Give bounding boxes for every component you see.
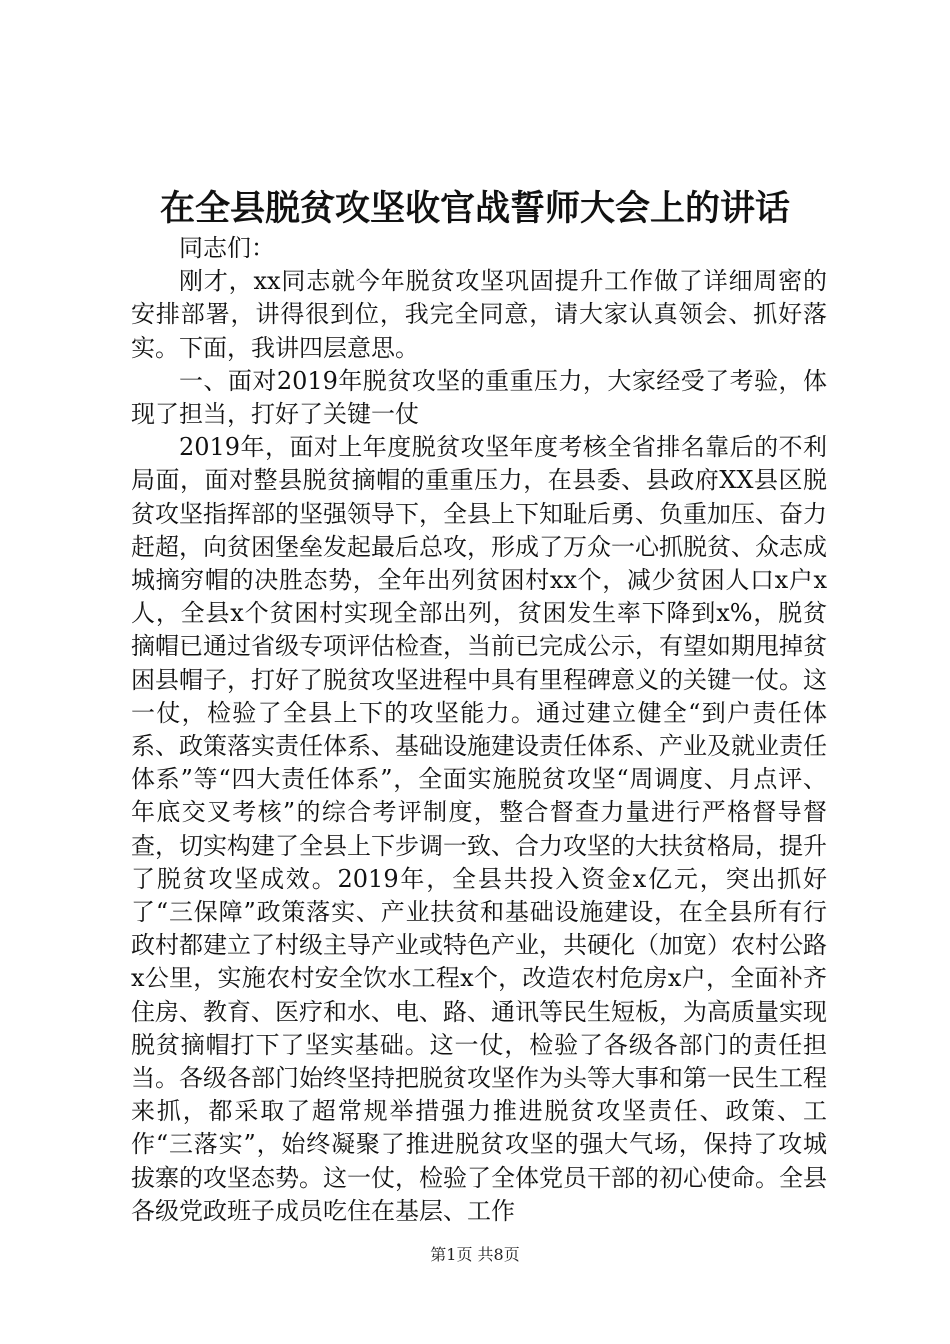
document-title: 在全县脱贫攻坚收官战誓师大会上的讲话 — [159, 188, 790, 229]
section-heading-paragraph: 一、面对2019年脱贫攻坚的重重压力，大家经受了考验，体现了担当，打好了关键一仗 — [131, 366, 827, 429]
intro-paragraph: 刚才，xx同志就今年脱贫攻坚巩固提升工作做了详细周密的安排部署，讲得很到位，我完全同意，请大家认真领会、抓好落实。下面，我讲四层意思。 — [131, 267, 827, 362]
salutation-paragraph: 同志们： — [179, 234, 275, 262]
body-paragraph: 2019年，面对上年度脱贫攻坚年度考核全省排名靠后的不利局面，面对整县脱贫摘帽的重重压力，在县委、县政府XX县区脱贫攻坚指挥部的坚强领导下，全县上下知耻后勇、负重加压、奋力赶超，向贫困堡垒发起最后总攻，形成了万众一心抓脱贫、众志成城摘穷帽的决胜态势，全年出列贫困村xx个，减少贫困人口x户x人，全县x个贫困村实现全部出列，贫困发生率下降到x%，脱贫摘帽已通过省级专项评估检查，当前已完成公示，有望如期甩掉贫困县帽子，打好了脱贫攻坚进程中具有里程碑意义的关键一仗。这一仗，检验了全县上下的攻坚能力。通过建立健全“到户责任体系、政策落实责任体系、基础设施建设责任体系、产业及就业责任体系”等“四大责任体系”，全面实施脱贫攻坚“周调度、月点评、年底交叉考核”的综合考评制度，整合督查力量进行严格督导督查，切实构建了全县上下步调一致、合力攻坚的大扶贫格局，提升了脱贫攻坚成效。2019年，全县共投入资金x亿元，突出抓好了“三保障”政策落实、产业扶贫和基础设施建设，在全县所有行政村都建立了村级主导产业或特色产业，共硬化（加宽）农村公路x公里，实施农村安全饮水工程x个，改造农村危房x户，全面补齐住房、教育、医疗和水、电、路、通讯等民生短板，为高质量实现脱贫摘帽打下了坚实基础。这一仗，检验了各级各部门的责任担当。各级各部门始终坚持把脱贫攻坚作为头等大事和第一民生工程来抓，都采取了超常规举措强力推进脱贫攻坚责任、政策、工作“三落实”，始终凝聚了推进脱贫攻坚的强大气场，保持了攻城拔寨的攻坚态势。这一仗，检验了全体党员干部的初心使命。全县各级党政班子成员吃住在基层、工作 — [131, 433, 827, 1225]
page-footer: 第1页 共8页 — [430, 1245, 520, 1264]
document-body — [131, 232, 827, 1228]
